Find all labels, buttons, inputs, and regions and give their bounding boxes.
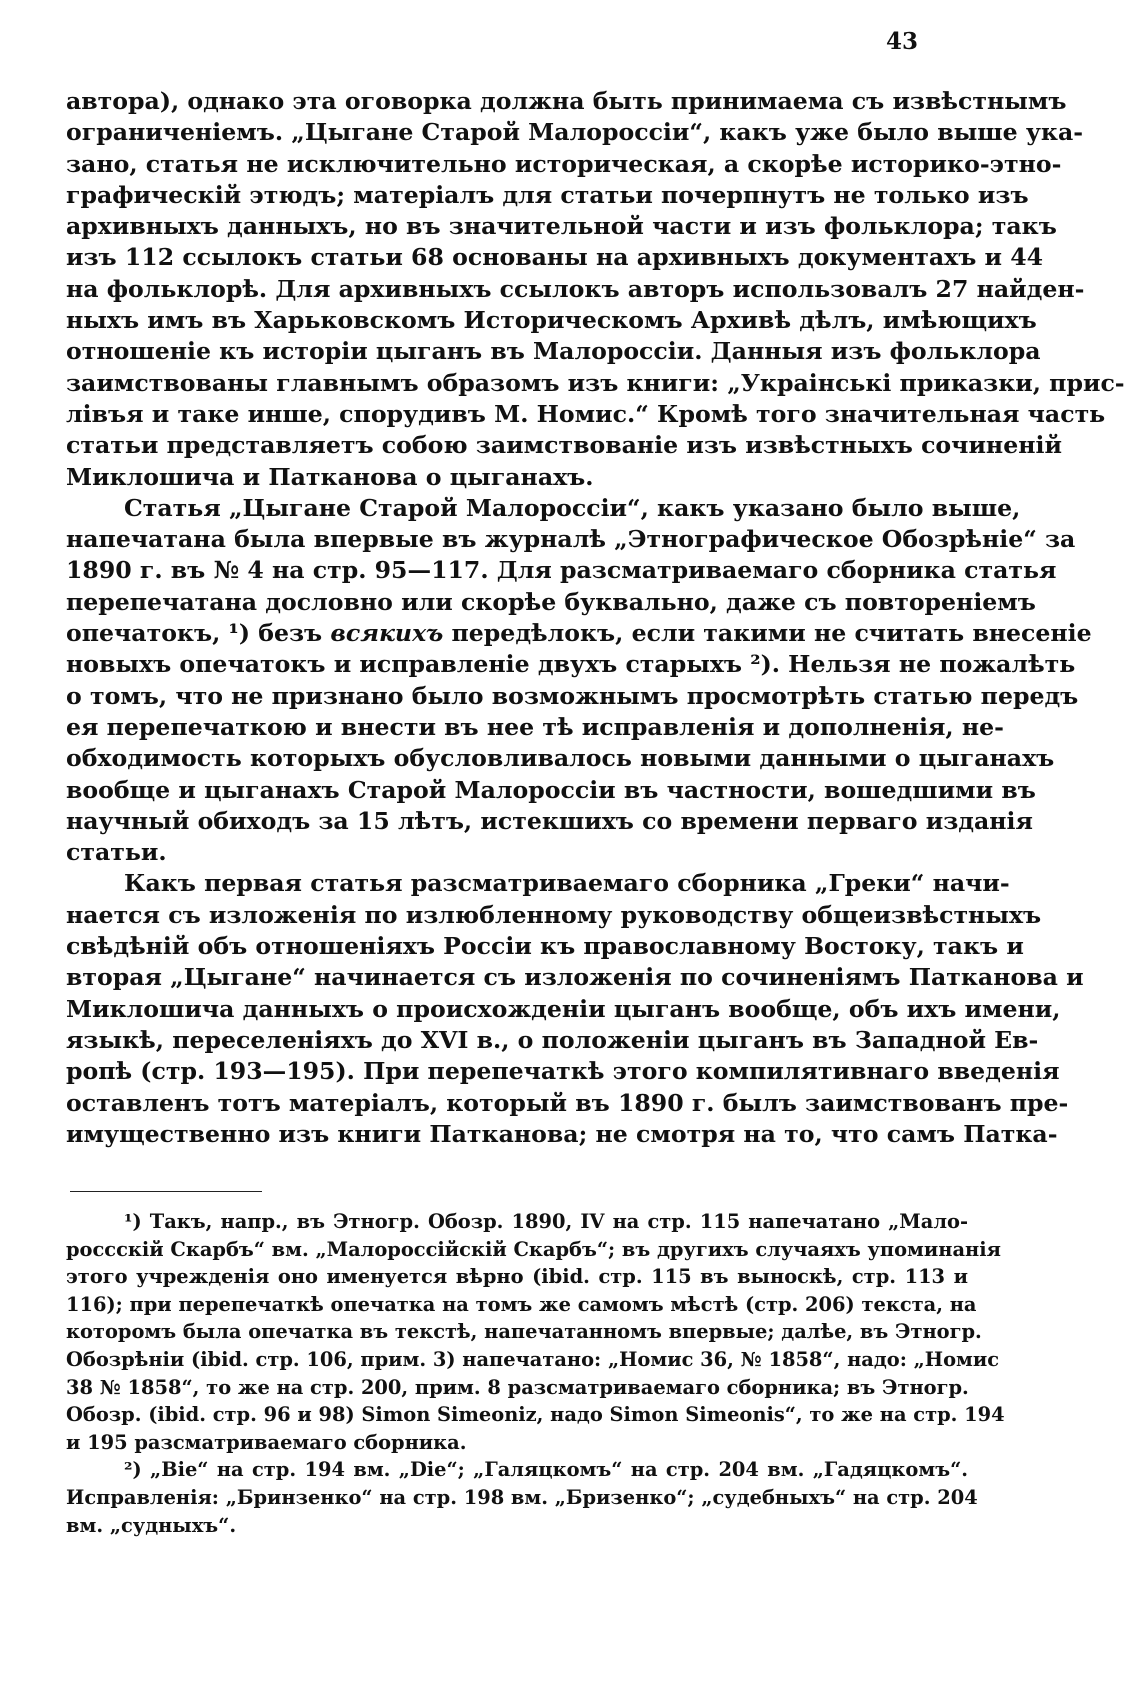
text-line: 1890 г. въ № 4 на стр. 95—117. Для разсматриваемаго сборника статья: [66, 556, 1057, 585]
text-line: зано, статья не исключительно историческая, а скорѣе историко-этно-: [66, 149, 1062, 178]
page-number: 43: [886, 28, 919, 55]
text-line: обходимость которыхъ обусловливалось новыми данными о цыганахъ: [66, 744, 1055, 773]
text-line: изъ 112 ссылокъ статьи 68 основаны на архивныхъ документахъ и 44: [66, 243, 1044, 272]
footnote-line: 38 № 1858“, то же на стр. 200, прим. 8 разсматриваемаго сборника; въ Этногр.: [66, 1375, 969, 1399]
text-line: заимствованы главнымъ образомъ изъ книги: „Украінські приказки, прис-: [66, 368, 1125, 397]
text-line: нается съ изложенія по излюбленному руководству общеизвѣстныхъ: [66, 900, 1042, 929]
text-line: вторая „Цыгане“ начинается съ изложенія по сочиненіямъ Патканова и: [66, 963, 1084, 992]
text-run: опечатокъ, ¹) безъ: [66, 619, 331, 648]
text-line: новыхъ опечатокъ и исправленіе двухъ старыхъ ²). Нельзя не пожалѣть: [66, 650, 1076, 679]
text-run: передѣлокъ, если такими не считать внесеніе: [443, 619, 1092, 648]
footnote-line: ¹) Такъ, напр., въ Этногр. Обозр. 1890, IV на стр. 115 напечатано „Мало-: [124, 1210, 968, 1233]
text-line: отношеніе къ исторіи цыганъ въ Малороссіи. Данныя изъ фольклора: [66, 337, 1041, 366]
text-line: оставленъ тотъ матеріалъ, который въ 1890 г. былъ заимствованъ пре-: [66, 1088, 1069, 1117]
text-line: вообще и цыганахъ Старой Малороссіи въ частности, вошедшими въ: [66, 775, 1036, 804]
body-text: [66, 86, 1125, 1150]
footnote-1: [66, 1208, 1005, 1456]
footnote-line: которомъ была опечатка въ текстѣ, напечатанномъ впервые; далѣе, въ Этногр.: [66, 1320, 982, 1344]
text-line: графическій этюдъ; матеріалъ для статьи почерпнутъ не только изъ: [66, 180, 1029, 209]
paragraph-2: [66, 493, 1092, 869]
footnote-divider: [70, 1191, 262, 1192]
footnote-line: Обозрѣніи (ibid. стр. 106, прим. 3) напечатано: „Номис 36, № 1858“, надо: „Номис: [66, 1347, 1000, 1371]
footnote-line: и 195 разсматриваемаго сборника.: [66, 1430, 467, 1454]
text-line: Какъ первая статья разсматриваемаго сборника „Греки“ начи-: [124, 869, 1010, 898]
text-line: Миклошича данныхъ о происхожденіи цыганъ вообще, объ ихъ имени,: [66, 994, 1061, 1023]
text-line-with-italic: [66, 618, 1092, 649]
text-line: имущественно изъ книги Патканова; не смотря на то, что самъ Патка-: [66, 1119, 1058, 1148]
text-line: свѣдѣній объ отношеніяхъ Россіи къ православному Востоку, такъ и: [66, 932, 1024, 961]
footnote-line: 116); при перепечаткѣ опечатка на томъ же самомъ мѣстѣ (стр. 206) текста, на: [66, 1292, 977, 1316]
text-line: напечатана была впервые въ журналѣ „Этнографическое Обозрѣніе“ за: [66, 525, 1076, 554]
text-line: ограниченіемъ. „Цыгане Старой Малороссіи“, какъ уже было выше ука-: [66, 118, 1084, 147]
footnotes: [66, 1208, 1005, 1539]
footnote-line: ²) „Bie“ на стр. 194 вм. „Die“; „Галяцкомъ“ на стр. 204 вм. „Гадяцкомъ“.: [124, 1458, 968, 1482]
paragraph-1: [66, 86, 1125, 493]
text-line: о томъ, что не признано было возможнымъ просмотрѣть статью передъ: [66, 681, 1079, 710]
italic-emphasis: всякихъ: [330, 619, 444, 648]
text-line: научный обиходъ за 15 лѣтъ, истекшихъ со времени перваго изданія: [66, 806, 1033, 835]
footnote-line: россскій Скарбъ“ вм. „Малороссійскій Скарбъ“; въ другихъ случаяхъ упоминанія: [66, 1237, 1001, 1261]
text-line: статьи представляетъ собою заимствованіе изъ извѣстныхъ сочиненій: [66, 431, 1062, 460]
text-line: Статья „Цыгане Старой Малороссіи“, какъ указано было выше,: [124, 493, 1021, 522]
footnote-line: этого учрежденія оно именуется вѣрно (ibid. стр. 115 въ выноскѣ, стр. 113 и: [66, 1265, 968, 1289]
text-line: на фольклорѣ. Для архивныхъ ссылокъ авторъ использовалъ 27 найден-: [66, 274, 1085, 303]
footnote-2: [66, 1456, 978, 1539]
text-line: перепечатана дословно или скорѣе буквально, даже съ повтореніемъ: [66, 587, 1036, 616]
footnote-line: вм. „судныхъ“.: [66, 1513, 237, 1537]
text-line: автора), однако эта оговорка должна быть принимаема съ извѣстнымъ: [66, 87, 1067, 115]
paragraph-3: [66, 868, 1084, 1150]
text-line: лівъя и таке инше, спорудивъ М. Номис.“ Кромѣ того значительная часть: [66, 399, 1106, 428]
text-line: ея перепечаткою и внести въ нее тѣ исправленія и дополненія, не-: [66, 712, 1004, 741]
footnote-line: Обозр. (ibid. стр. 96 и 98) Simon Simeoniz, надо Simon Simeonis“, то же на стр. 194: [66, 1403, 1005, 1427]
footnote-line: Исправленія: „Бринзенко“ на стр. 198 вм. „Бризенко“; „судебныхъ“ на стр. 204: [66, 1485, 978, 1509]
text-line: Миклошича и Патканова о цыганахъ.: [66, 462, 594, 491]
text-line: ныхъ имъ въ Харьковскомъ Историческомъ Архивѣ дѣлъ, имѣющихъ: [66, 306, 1037, 335]
text-line: языкѣ, переселеніяхъ до XVI в., о положеніи цыганъ въ Западной Ев-: [66, 1025, 1039, 1054]
text-line: архивныхъ данныхъ, но въ значительной части и изъ фольклора; такъ: [66, 212, 1057, 241]
text-line: ропѣ (стр. 193—195). При перепечаткѣ этого компилятивнаго введенія: [66, 1057, 1060, 1086]
text-line: статьи.: [66, 838, 167, 867]
